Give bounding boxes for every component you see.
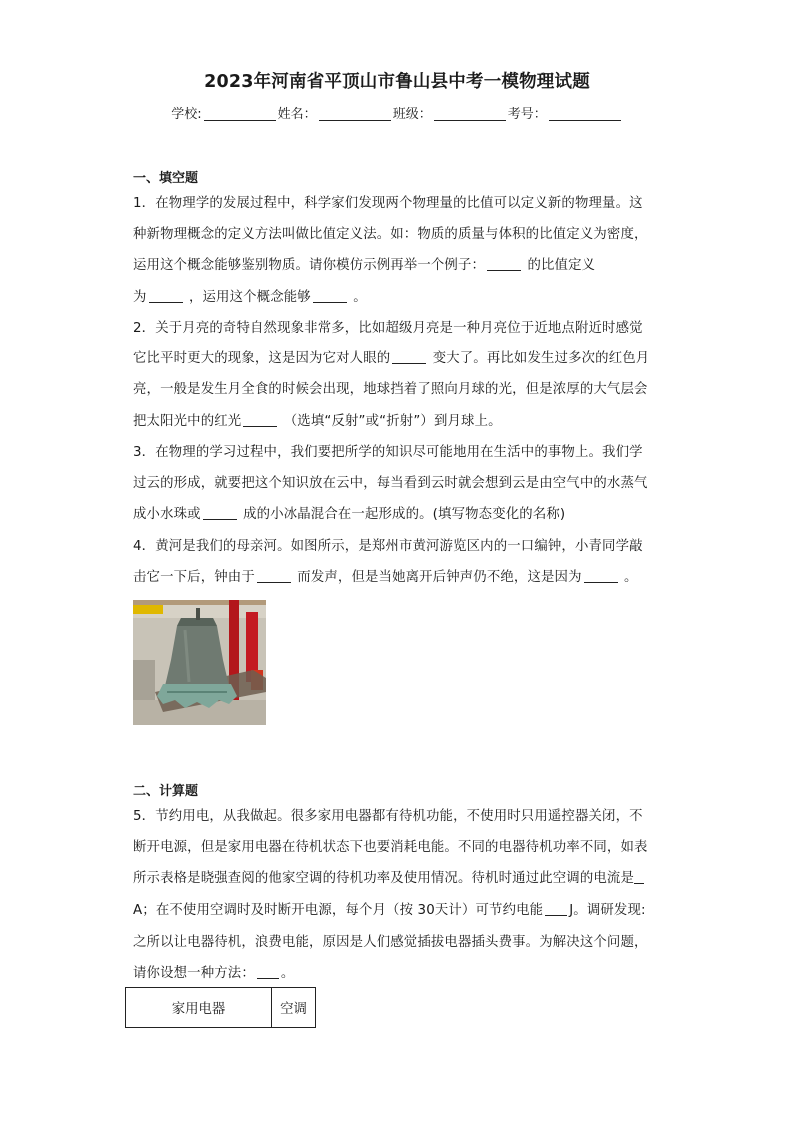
q1-line-3: 运用这个概念能够鉴别物质。请你模仿示例再举一个例子： 的比值定义 xyxy=(133,258,596,273)
answer-blank[interactable] xyxy=(392,351,426,364)
answer-blank[interactable] xyxy=(634,871,644,884)
q1-line-1: 1．在物理学的发展过程中，科学家们发现两个物理量的比值可以定义新的物理量。这 xyxy=(133,196,643,211)
name-label: 姓名： xyxy=(277,107,317,122)
exam-no-label: 考号： xyxy=(507,107,547,122)
table-cell-appliance-header: 家用电器 xyxy=(126,988,272,1028)
answer-blank[interactable] xyxy=(257,570,291,583)
appliance-table xyxy=(125,987,316,1028)
class-label: 班级： xyxy=(392,107,432,122)
class-blank[interactable] xyxy=(434,107,506,121)
answer-blank[interactable] xyxy=(203,507,237,520)
answer-blank[interactable] xyxy=(487,258,521,271)
page-title: 2023年河南省平顶山市鲁山县中考一模物理试题 xyxy=(204,72,590,92)
q2-line-1: 2．关于月亮的奇特自然现象非常多，比如超级月亮是一种月亮位于近地点附近时感觉 xyxy=(133,321,643,336)
q5-line-4: A；在不使用空调时及时断开电源，每个月（按 30天计）可节约电能 J。调研发现: xyxy=(133,903,646,918)
bell-photo xyxy=(133,600,266,725)
section-heading-fill-blank: 一、填空题 xyxy=(133,171,199,186)
section-heading-calculation: 二、计算题 xyxy=(133,784,199,799)
student-info-line xyxy=(0,103,794,122)
q1-line-2: 种新物理概念的定义方法叫做比值定义法。如：物质的质量与体积的比值定义为密度， xyxy=(133,227,648,242)
school-label: 学校: xyxy=(171,107,202,122)
q5-line-3: 所示表格是晓强查阅的他家空调的待机功率及使用情况。待机时通过此空调的电流是 xyxy=(133,867,645,886)
exam-no-blank[interactable] xyxy=(549,107,621,121)
q3-line-3: 成小水珠或 成的小冰晶混合在一起形成的。(填写物态变化的名称) xyxy=(133,507,566,522)
q2-line-2: 它比平时更大的现象，这是因为它对人眼的 变大了。再比如发生过多次的红色月 xyxy=(133,351,650,366)
answer-blank[interactable] xyxy=(313,290,347,303)
table-row xyxy=(126,988,316,1028)
q3-line-1: 3．在物理的学习过程中，我们要把所学的知识尽可能地用在生活中的事物上。我们学 xyxy=(133,445,643,460)
q5-line-6: 请你设想一种方法： 。 xyxy=(133,966,295,981)
q2-line-3: 亮，一般是发生月全食的时候会出现，地球挡着了照向月球的光，但是浓厚的大气层会 xyxy=(133,382,648,397)
name-blank[interactable] xyxy=(319,107,391,121)
answer-blank[interactable] xyxy=(257,966,279,979)
q4-line-1: 4．黄河是我们的母亲河。如图所示，是郑州市黄河游览区内的一口编钟，小青同学敲 xyxy=(133,539,643,554)
q5-line-5: 之所以让电器待机，浪费电能，原因是人们感觉插拔电器插头费事。为解决这个问题， xyxy=(133,935,648,950)
table-cell-ac: 空调 xyxy=(272,988,316,1028)
answer-blank[interactable] xyxy=(243,414,277,427)
q1-line-4: 为 ，运用这个概念能够 。 xyxy=(133,290,367,305)
answer-blank[interactable] xyxy=(149,290,183,303)
q2-line-4: 把太阳光中的红光 （选填“反射”或“折射”）到月球上。 xyxy=(133,414,502,429)
answer-blank[interactable] xyxy=(584,570,618,583)
school-blank[interactable] xyxy=(204,107,276,121)
answer-blank[interactable] xyxy=(545,903,567,916)
q3-line-2: 过云的形成，就要把这个知识放在云中，每当看到云时就会想到云是由空气中的水蒸气 xyxy=(133,476,648,491)
q5-line-2: 断开电源，但是家用电器在待机状态下也要消耗电能。不同的电器待机功率不同，如表 xyxy=(133,840,648,855)
q5-line-1: 5．节约用电，从我做起。很多家用电器都有待机功能，不使用时只用遥控器关闭，不 xyxy=(133,809,643,824)
q4-line-2: 击它一下后，钟由于 而发声，但是当她离开后钟声仍不绝，这是因为 。 xyxy=(133,570,638,585)
